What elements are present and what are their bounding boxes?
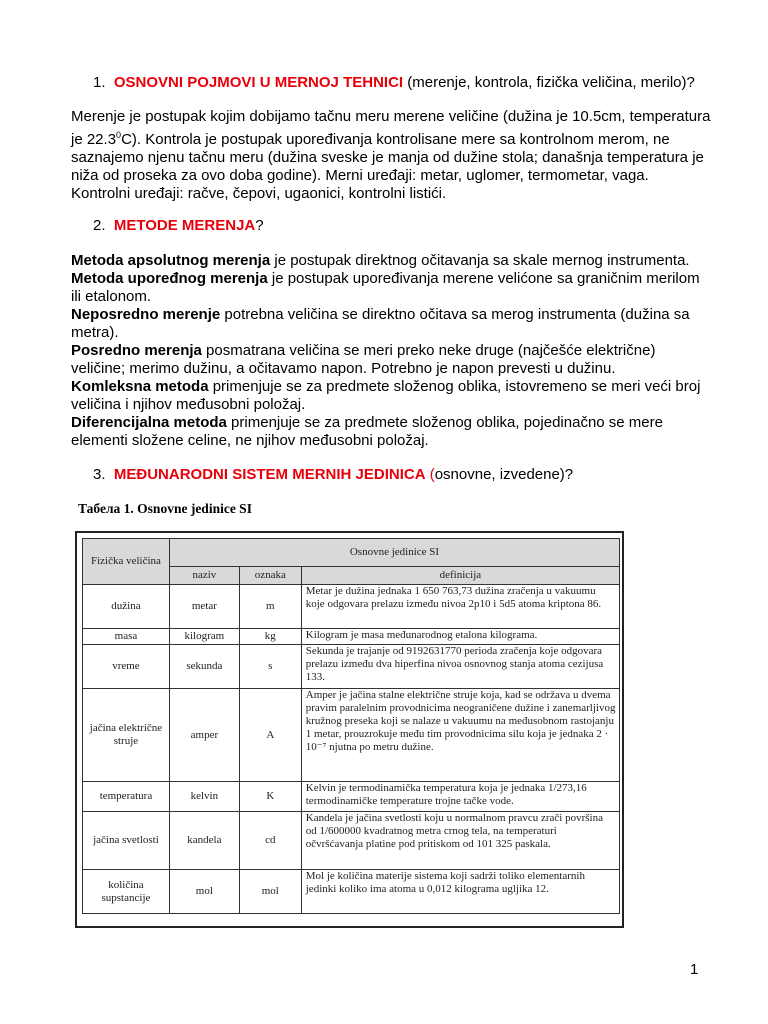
table-row: jačina električne struje amper A Amper je jačina stalne električne struje koja, kad se održava u dvema pravim paralelnim provodnicima neograničene dužine i zanemarljivog kružnog preseka koji se nalaze u vakuumu na međusobnom rastojanju 1 metar, prouzrokuje među tim provodnicima silu koja je jednaka 2 · 10⁻⁷ njutna po metru dužine.	[83, 689, 620, 782]
page-number: 1	[690, 961, 699, 978]
method-item: Metoda apsolutnog merenja je postupak direktnog očitavanja sa skale mernog instrumenta.	[71, 252, 690, 269]
table-row: količina supstancije mol mol Mol je količina materije sistema koji sadrži toliko elementarnih jedinki koliko ima atoma u 0,012 kilograma ugljika 12.	[83, 870, 620, 914]
section-1-suffix: (merenje, kontrola, fizička veličina, merilo)?	[403, 74, 695, 91]
header-symbol: oznaka	[239, 567, 301, 585]
section-3-title: MEĐUNARODNI SISTEM MERNIH JEDINICA	[113, 466, 426, 483]
table-row: dužina metar m Metar je dužina jednaka 1 650 763,73 dužina zračenja u vakuumu koje odgovara prelazu između nivoa 2p10 i 5d5 atoma kriptona 86.	[83, 585, 620, 629]
section-2-number: 2.	[93, 217, 106, 234]
table-row: temperatura kelvin K Kelvin je termodinamička temperatura koja je jednaka 1/273,16 termodinamičke temperature trojne tačke vode.	[83, 782, 620, 812]
table-row: masa kilogram kg Kilogram je masa međunarodnog etalona kilograma.	[83, 629, 620, 645]
methods-list	[71, 252, 711, 450]
table-row: jačina svetlosti kandela cd Kandela je jačina svetlosti koju u normalnom pravcu zrači površina od 1/600000 kvadratnog metra crnog tela, na temperaturi očvršćavanja platine pod pritiskom od 101 325 paskala.	[83, 812, 620, 870]
section-3-suffix: osnovne, izvedene)?	[434, 466, 574, 483]
section-1-heading	[93, 74, 695, 92]
section-1-number: 1.	[93, 74, 106, 91]
degree-superscript: 0	[116, 130, 122, 140]
si-units-table	[82, 538, 620, 914]
method-item: Komleksna metoda primenjuje se za predmete složenog oblika, istovremeno se meri veći broj veličina i njihov međusobni položaj.	[71, 378, 701, 413]
table-row: vreme sekunda s Sekunda je trajanje od 9192631770 perioda zračenja koje odgovara prelazu između dva hiperfina nivoa osnovnog stanja atoma cezijusa 133.	[83, 645, 620, 689]
section-2-title: METODE MERENJA	[113, 217, 256, 234]
header-group: Osnovne jedinice SI	[169, 539, 619, 567]
section-3-heading	[93, 466, 573, 484]
header-name: naziv	[169, 567, 239, 585]
table-caption: Табела 1. Osnovne jedinice SI	[78, 501, 252, 516]
method-item: Neposredno merenje potrebna veličina se direktno očitava sa merog instrumenta (dužina sa metra).	[71, 306, 690, 341]
method-item: Posredno merenja posmatrana veličina se meri preko neke druge (najčešće električne) veličine; merimo dužinu, a očitavamo napon. Potrebno je napon prevesti u dužinu.	[71, 342, 656, 377]
section-1-title: OSNOVNI POJMOVI U MERNOJ TEHNICI	[113, 74, 404, 91]
section-2-heading	[93, 217, 264, 235]
section-2-suffix: ?	[255, 217, 264, 234]
header-quantity: Fizička veličina	[83, 539, 170, 585]
si-table-frame	[75, 531, 624, 928]
method-item: Diferencijalna metoda primenjuje se za predmete složenog oblika, pojedinačno se mere elementi složene celine, ne njihov međusobni položaj.	[71, 414, 663, 449]
header-definition: definicija	[301, 567, 619, 585]
section-3-number: 3.	[93, 466, 106, 483]
section-1-paragraph: Merenje je postupak kojim dobijamo tačnu meru merene veličine (dužina je 10.5cm, temperatura je 22.3$^0$C). Kontrola je postupak upoređivanja kontrolisane mere sa kontrolnom merom, ne saznajemo njenu tačnu meru (dužina sveske je manja od dužine stola; današnja temperatura je niža od proseka za ovo doba godine). Merni uređaji: metar, uglomer, termometar, vaga. Kontrolni uređaji: račve, čepovi, ugaonici, kontrolni listići.	[71, 108, 711, 202]
method-item: Metoda upoređnog merenja je postupak upoređivanja merene velićone sa graničnim merilom ili etalonom.	[71, 270, 700, 305]
section-3-paren: (	[425, 466, 435, 483]
